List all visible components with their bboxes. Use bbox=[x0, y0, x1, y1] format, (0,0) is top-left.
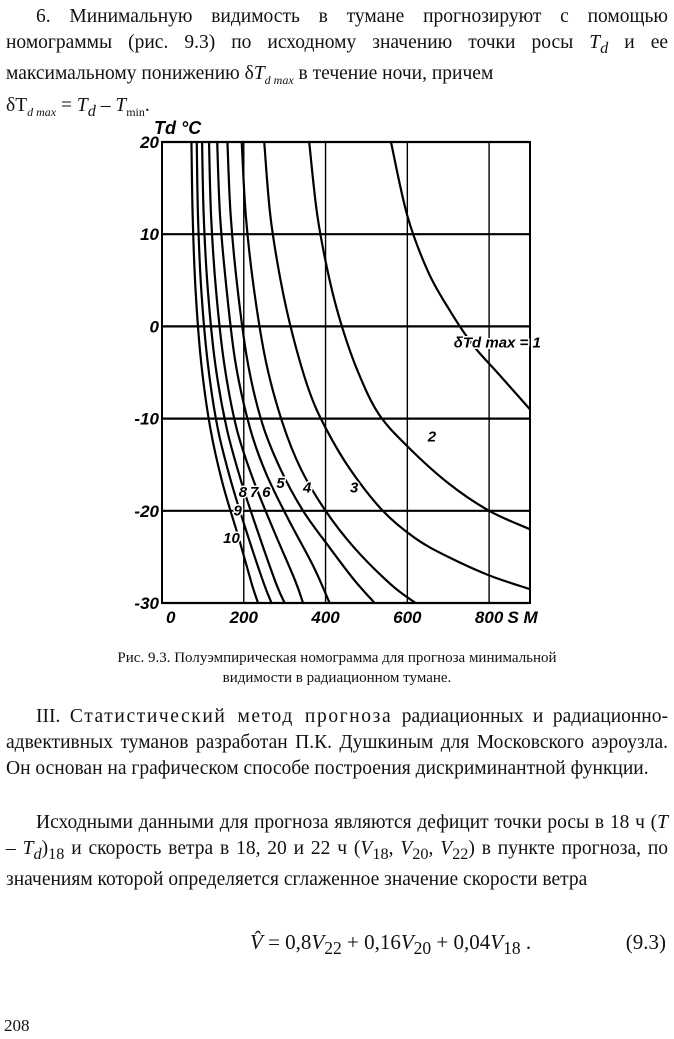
formula-number: (9.3) bbox=[625, 930, 666, 954]
page-number: 208 bbox=[4, 1016, 30, 1035]
subscript: 22 bbox=[324, 938, 342, 959]
figure-caption bbox=[30, 648, 644, 688]
subscript: d bbox=[600, 38, 609, 57]
curve-label-9: 9 bbox=[233, 502, 242, 520]
text: + 0,16 bbox=[341, 930, 401, 954]
text: , bbox=[428, 838, 441, 859]
curve-label-6: 6 bbox=[262, 483, 271, 501]
curve-label-1: δTd max = 1 bbox=[453, 334, 541, 352]
subscript: 18 bbox=[48, 844, 65, 863]
subscript: 20 bbox=[412, 844, 429, 863]
def-lhs: δT bbox=[6, 94, 28, 116]
text: . bbox=[520, 930, 532, 954]
text: радиационных и радиационно-адвективных туманов разработан П.К. Душкиным для Московского аэроузла. Он основан на графическом способе построения дискриминантной функции. bbox=[6, 706, 668, 779]
subscript: d max bbox=[264, 72, 294, 87]
paragraph-inputs bbox=[6, 810, 668, 893]
symbol: T bbox=[657, 812, 668, 833]
subscript: d max bbox=[27, 104, 57, 119]
nomogram-chart bbox=[134, 108, 541, 638]
x-tick-label: 600 bbox=[393, 608, 422, 627]
curve-label-8: 8 bbox=[238, 483, 248, 501]
text: + 0,04 bbox=[431, 930, 491, 954]
symbol-td: T bbox=[589, 32, 601, 53]
text: = bbox=[56, 94, 77, 116]
subscript: d bbox=[33, 844, 42, 863]
symbol: T bbox=[22, 838, 34, 859]
subscript: 18 bbox=[503, 938, 521, 959]
y-tick-label: -20 bbox=[134, 501, 159, 521]
symbol: V bbox=[360, 838, 373, 859]
caption-line-2: видимости в радиационном тумане. bbox=[222, 670, 452, 686]
spaced-term: Статистический метод прогноза bbox=[69, 706, 393, 727]
caption-line-1: Рис. 9.3. Полуэмпирическая номограмма для прогноза минимальной bbox=[117, 650, 557, 666]
curve-label-3: 3 bbox=[350, 479, 359, 497]
x-tick-label: 800 bbox=[474, 608, 504, 627]
curve-4 bbox=[242, 142, 416, 603]
text: и скорость ветра в 18, 20 и 22 ч ( bbox=[64, 838, 361, 859]
y-tick-label: 20 bbox=[140, 133, 159, 152]
text: = 0,8 bbox=[262, 930, 312, 954]
text: . bbox=[144, 94, 150, 116]
curve-1 bbox=[391, 142, 530, 409]
y-tick-label: 0 bbox=[149, 317, 159, 337]
text: 6. Минимальную видимость в тумане прогнозируют с помощью номограммы (рис. 9.3) по исходному значению точки росы bbox=[6, 6, 668, 53]
x-axis-label: S M bbox=[507, 608, 538, 627]
y-tick-label: -10 bbox=[134, 409, 159, 429]
subscript: d bbox=[87, 101, 96, 120]
y-tick-label: -30 bbox=[134, 594, 159, 613]
y-axis-label: Td °C bbox=[154, 118, 202, 138]
subscript: 22 bbox=[452, 844, 469, 863]
curve-label-7: 7 bbox=[249, 483, 259, 501]
subscript: min bbox=[126, 104, 145, 119]
text: III. bbox=[36, 706, 70, 727]
symbol-vhat: V̂ bbox=[250, 930, 263, 954]
formula-9-3 bbox=[250, 930, 531, 959]
y-tick-label: 10 bbox=[140, 225, 159, 245]
symbol: V bbox=[490, 930, 504, 954]
symbol: V bbox=[400, 838, 413, 859]
text: и ее максимальному понижению δ bbox=[6, 32, 668, 84]
curve-label-4: 4 bbox=[302, 479, 312, 497]
text: – bbox=[6, 838, 23, 859]
subscript: 18 bbox=[372, 844, 389, 863]
symbol: T bbox=[115, 94, 127, 116]
text: , bbox=[388, 838, 401, 859]
curve-5 bbox=[227, 142, 374, 603]
text: ) bbox=[41, 838, 49, 859]
symbol: V bbox=[400, 930, 414, 954]
figure-9-3 bbox=[134, 108, 541, 638]
subscript: 20 bbox=[413, 938, 432, 959]
paragraph-III bbox=[6, 704, 668, 782]
text: ) в пункте прогноза, по значениям которой определяется сглаженное значение скорости ветра bbox=[6, 838, 669, 890]
x-tick-label: 0 bbox=[166, 608, 176, 627]
curve-label-2: 2 bbox=[427, 428, 437, 446]
symbol: V bbox=[311, 930, 325, 954]
curve-label-5: 5 bbox=[276, 474, 285, 492]
text: Исходными данными для прогноза являются дефицит точки росы в 18 ч ( bbox=[36, 812, 658, 833]
text: – bbox=[95, 94, 116, 116]
curve-label-10: 10 bbox=[223, 530, 240, 548]
symbol: V bbox=[440, 838, 453, 859]
text: в течение ночи, причем bbox=[293, 62, 494, 84]
symbol-dtd: T bbox=[253, 62, 265, 84]
paragraph-6 bbox=[6, 4, 668, 125]
symbol: T bbox=[76, 94, 88, 116]
x-tick-label: 400 bbox=[311, 608, 340, 627]
x-tick-label: 200 bbox=[229, 608, 258, 627]
